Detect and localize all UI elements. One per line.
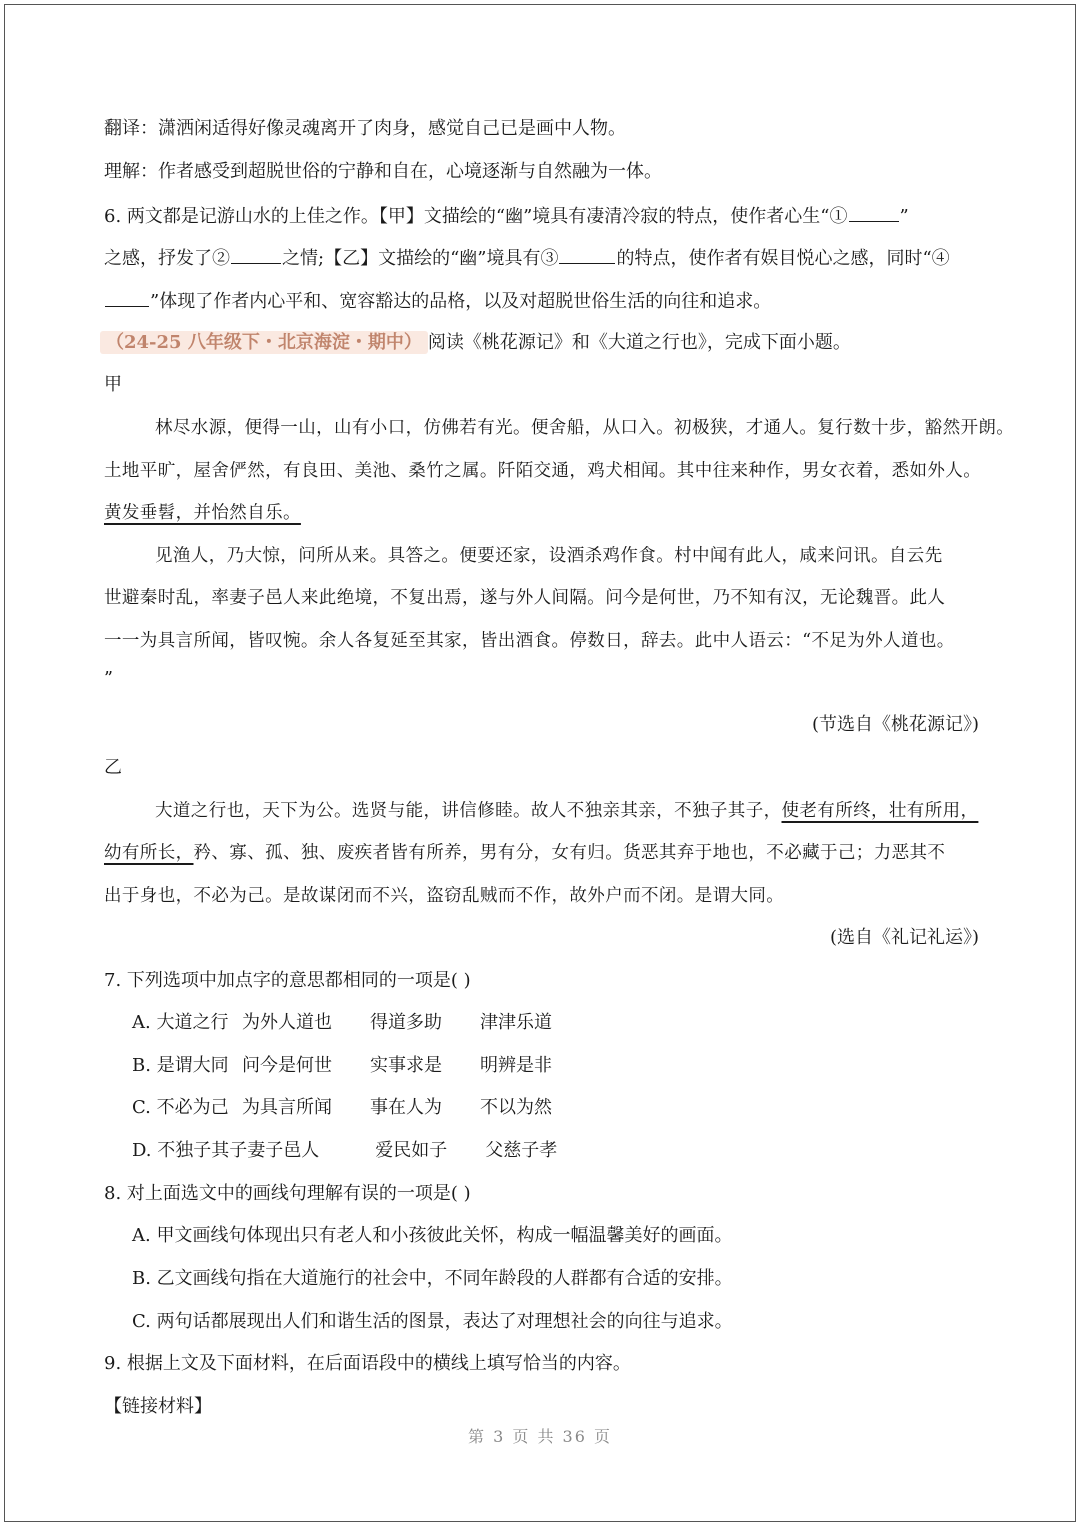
passage-text: 大道之行也，天下为公。选贤与能，讲信修睦。故人不独亲其亲，不独子其子， [155,801,782,821]
passage-jia-line: 土地平旷，屋舍俨然，有良田、美池、桑竹之属。阡陌交通，鸡犬相闻。其中往来种作，男女衣着，悉如外人。 [104,461,982,481]
answer-blank-2 [231,245,281,264]
option-item: C. 不必为己 [132,1097,229,1118]
translation-line: 翻译：潇洒闲适得好像灵魂离开了肉身，感觉自己已是画中人物。 [104,118,626,139]
question-7-option-d [132,1139,557,1163]
passage-jia-line: ” [104,669,114,689]
understanding-line: 理解：作者感受到超脱世俗的宁静和自在，心境逐渐与自然融为一体。 [104,161,662,182]
option-item: 问今是何世 [242,1055,332,1076]
answer-blank-3 [559,245,615,264]
q6-text: 之情;【乙】文描绘的“幽”境具有③ [282,248,559,269]
option-item: 为具言所闻 [242,1097,332,1118]
question-9-stem: 9. 根据上文及下面材料，在后面语段中的横线上填写恰当的内容。 [104,1353,631,1374]
q6-text: 6. 两文都是记游山水的上佳之作。【甲】文描绘的“幽”境具有凄清冷寂的特点，使作者心生“① [104,206,848,227]
question-8-option-a: A. 甲文画线句体现出只有老人和小孩彼此关怀，构成一幅温馨美好的画面。 [132,1225,733,1246]
q6-text: ”体现了作者内心平和、宽容豁达的品格，以及对超脱世俗生活的向往和追求。 [150,291,772,312]
passage-text: 矜、寡、孤、独、废疾者皆有所养，男有分，女有归。货恶其弃于地也，不必藏于己；力恶其不 [193,843,946,863]
q6-text: 的特点，使作者有娱目悦心之感，同时“④ [616,248,950,269]
passage-yi-underlined-sentence: 幼有所长， [104,843,194,863]
option-item: 津津乐道 [480,1012,552,1033]
linked-material-heading: 【链接材料】 [104,1396,212,1417]
passage-yi-source: (选自《礼记礼运》) [829,927,979,948]
passage-jia-line: 见渔人，乃大惊，问所从来。具答之。便要还家，设酒杀鸡作食。村中闻有此人，咸来问讯。自云先 [155,546,943,566]
option-item: 不以为然 [480,1097,552,1118]
page-number-footer: 第 3 页 共 36 页 [468,1427,612,1446]
passage-yi-line: 出于身也，不必为己。是故谋闭而不兴，盗窃乱贼而不作，故外户而不闭。是谓大同。 [104,886,785,906]
q6-quote: ” [899,206,909,227]
passage-yi-underlined-sentence: 使老有所终，壮有所用， [781,801,979,821]
question-6-line-2 [104,245,950,271]
answer-blank-4 [105,288,149,307]
option-item: 明辨是非 [480,1055,552,1076]
question-7-option-a [132,1011,552,1035]
question-8-option-c: C. 两句话都展现出人们和谐生活的图景，表达了对理想社会的向往与追求。 [132,1311,733,1332]
option-item: 父慈子孝 [485,1140,558,1161]
question-7-stem: 7. 下列选项中加点字的意思都相同的一项是( ) [104,970,471,991]
question-8-stem: 8. 对上面选文中的画线句理解有误的一项是( ) [104,1183,471,1204]
option-item: A. 大道之行 [132,1012,229,1033]
source-tag: （24-25 八年级下・北京海淀・期中） [100,331,428,354]
intro-text: 阅读《桃花源记》和《大道之行也》，完成下面小题。 [427,332,851,353]
option-item: 爱民如子 [375,1140,448,1161]
question-6-line-1 [104,203,909,229]
exam-page [4,4,1076,1522]
section-label-jia: 甲 [104,374,122,395]
option-item: 妻子邑人 [247,1140,320,1161]
passage-jia-line: 一一为具言所闻，皆叹惋。余人各复延至其家，皆出酒食。停数日，辞去。此中人语云：“不足为外人道也。 [104,631,955,651]
passage-yi-line [155,799,978,823]
question-7-option-b [132,1054,552,1078]
option-item: 事在人为 [370,1097,442,1118]
question-6-line-3 [104,288,771,314]
option-item: 实事求是 [370,1055,442,1076]
q6-text: 之感，抒发了② [104,248,230,269]
question-8-option-b: B. 乙文画线句指在大道施行的社会中，不同年龄段的人群都有合适的安排。 [132,1268,733,1289]
option-item: 得道多助 [370,1012,442,1033]
reading-intro [104,331,851,355]
option-item: 为外人道也 [242,1012,332,1033]
question-7-option-c [132,1096,552,1120]
section-label-yi: 乙 [104,757,122,778]
option-item: D. 不独子其子 [132,1140,248,1161]
passage-jia-line: 林尽水源，便得一山，山有小口，仿佛若有光。便舍船，从口入。初极狭，才通人。复行数十步，豁然开朗。 [155,418,1015,438]
passage-jia-line: 世避秦时乱，率妻子邑人来此绝境，不复出焉，遂与外人间隔。问今是何世，乃不知有汉，无论魏晋。此人 [104,588,946,608]
option-item: B. 是谓大同 [132,1055,229,1076]
passage-jia-underlined-sentence: 黄发垂髫，并怡然自乐。 [104,503,301,523]
passage-yi-line [104,841,945,865]
passage-jia-source: (节选自《桃花源记》) [811,714,979,735]
answer-blank-1 [849,203,899,222]
